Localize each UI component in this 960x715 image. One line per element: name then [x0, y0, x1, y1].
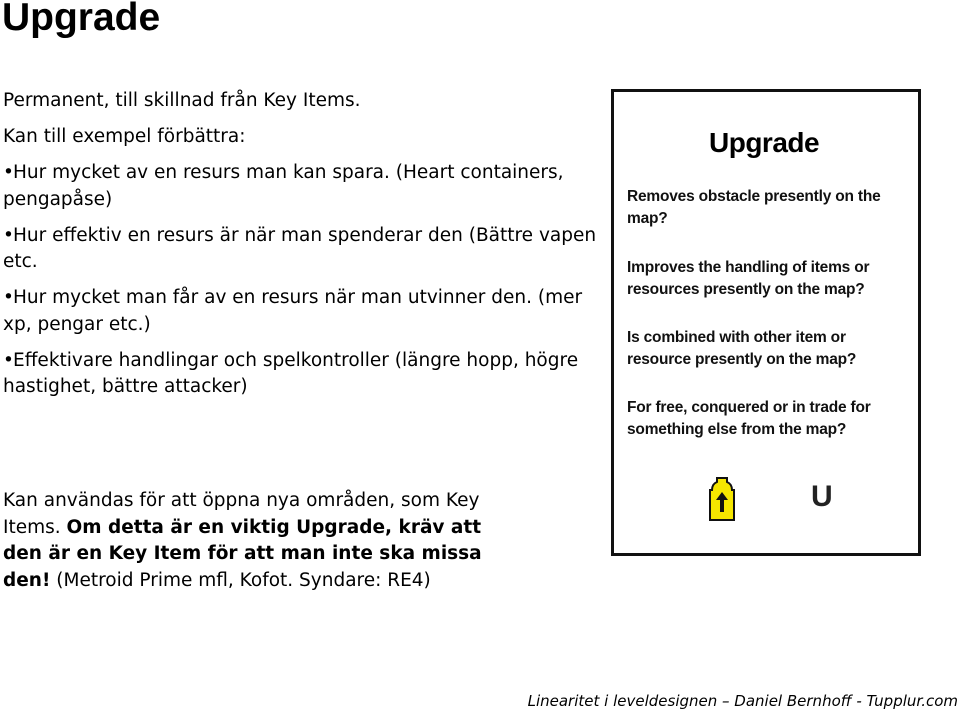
upgrade-card-image: [611, 89, 921, 556]
bullet-item: [3, 223, 603, 276]
bullet-text: Effektivare handlingar och spelkontroller (längre hopp, högre hastighet, bättre attacker): [3, 349, 579, 397]
bullet-glyph: •: [3, 349, 14, 371]
bullet-glyph: •: [3, 224, 14, 246]
bullet-item: [3, 160, 603, 213]
body-text: [3, 88, 603, 410]
page-title: Upgrade: [2, 0, 161, 39]
card-title: Upgrade: [709, 127, 820, 158]
footer-credit: Linearitet i leveldesignen – Daniel Bernhoff - Tupplur.com: [527, 692, 958, 710]
card-question-4: For free, conquered or in trade for something else from the map?: [627, 399, 871, 438]
bottom-text-normal-1: Kan användas för att öppna nya områden, som Key Items.: [3, 490, 480, 538]
yellow-figure-up-arrow-icon: [708, 476, 736, 524]
bottom-paragraph: [3, 488, 523, 594]
card-symbol: U: [811, 480, 833, 513]
intro-line-2: Kan till exempel förbättra:: [3, 126, 246, 147]
bullet-text: Hur effektiv en resurs är när man spenderar den (Bättre vapen etc.: [3, 224, 597, 272]
bullet-item: [3, 348, 603, 401]
card-question-1: Removes obstacle presently on the map?: [627, 188, 881, 227]
bullet-text: Hur mycket man får av en resurs när man utvinner den. (mer xp, pengar etc.): [3, 287, 583, 335]
card-question-3: Is combined with other item or resource presently on the map?: [627, 329, 857, 368]
bullet-text: Hur mycket av en resurs man kan spara. (Heart containers, pengapåse): [3, 162, 564, 210]
bullet-glyph: •: [3, 162, 14, 183]
card-question-2: Improves the handling of items or resources presently on the map?: [627, 259, 870, 298]
bottom-text-normal-2: (Metroid Prime mfl, Kofot. Syndare: RE4): [50, 569, 431, 591]
bottom-text-bold: Om detta är en viktig Upgrade, kräv att den är en Key Item för att man inte ska missa den!: [3, 516, 482, 591]
intro-line-1: Permanent, till skillnad från Key Items.: [3, 90, 361, 111]
bullet-item: [3, 285, 603, 338]
bullet-glyph: •: [3, 287, 14, 308]
